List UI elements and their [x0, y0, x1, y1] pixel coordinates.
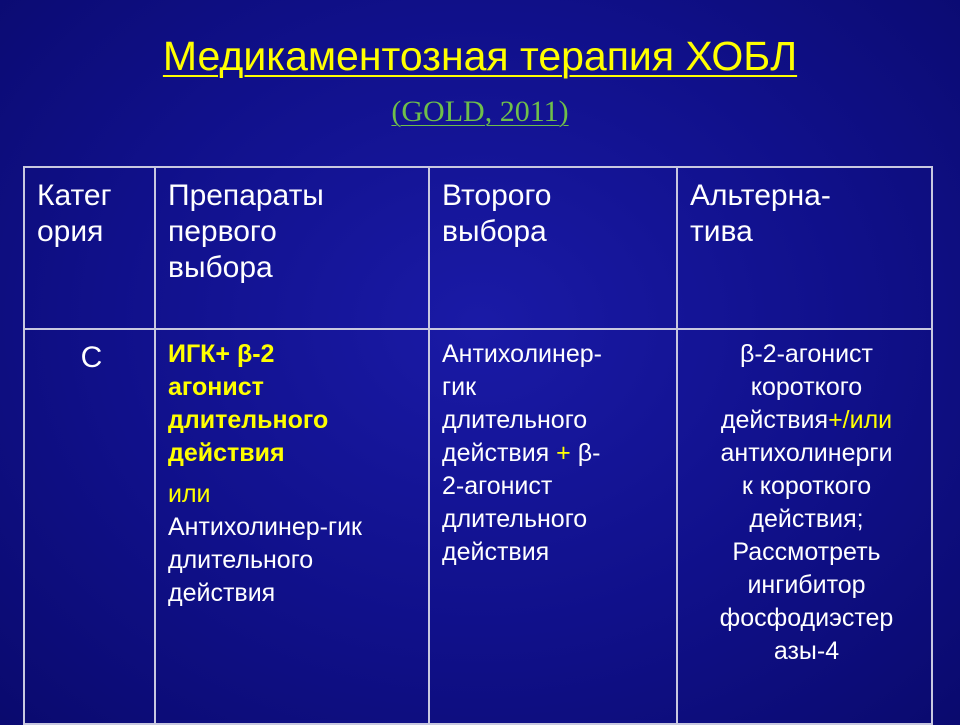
first-choice-line: длительного: [168, 546, 314, 574]
header-alternative: [677, 167, 932, 329]
second-choice-line: 2-агонист: [442, 472, 553, 500]
alternative-line: фосфодиэстер: [719, 604, 894, 632]
alternative-line: к короткого: [741, 472, 872, 500]
cell-alternative: [677, 329, 932, 724]
header-first-choice-line: выбора: [168, 251, 273, 284]
header-first-choice-line: первого: [168, 215, 277, 248]
header-alternative-line: Альтерна-: [690, 179, 831, 212]
alternative-line: короткого: [750, 373, 863, 401]
second-choice-line: длительного: [442, 505, 588, 533]
alternative-line: Рассмотреть: [732, 538, 881, 566]
slide-subtitle: (GOLD, 2011): [391, 95, 569, 128]
header-category-line: Катег: [37, 179, 112, 212]
second-choice-line: Антихолинер-: [442, 340, 602, 368]
second-choice-line: гик: [442, 373, 477, 401]
second-choice-text: действия: [442, 439, 557, 467]
cell-second-choice: [429, 329, 677, 724]
table-header-row: [24, 167, 932, 329]
second-choice-line: длительного: [442, 406, 588, 434]
first-choice-line: действия: [168, 579, 276, 607]
first-choice-or: или: [168, 480, 211, 508]
cell-category: [24, 329, 155, 724]
cell-first-choice: [155, 329, 429, 724]
alternative-line: антихолинерги: [720, 439, 893, 467]
first-choice-bold-line: длительного: [168, 406, 329, 434]
category-value: С: [80, 341, 103, 374]
slide-title: Медикаментозная терапия ХОБЛ: [162, 33, 798, 79]
first-choice-bold-line: действия: [168, 439, 285, 467]
therapy-table: [23, 166, 933, 725]
header-alternative-line: тива: [690, 215, 753, 248]
plus-sign: +: [556, 439, 571, 467]
first-choice-bold-line: ИГК+ β-2: [168, 340, 275, 368]
alternative-line: азы-4: [773, 637, 840, 665]
header-category: [24, 167, 155, 329]
header-category-line: ория: [37, 215, 104, 248]
and-or-sign: +/или: [828, 406, 893, 434]
alternative-line-mixed: [690, 404, 923, 437]
table-row: [24, 329, 932, 724]
second-choice-line: действия: [442, 538, 550, 566]
alternative-line: действия;: [749, 505, 864, 533]
header-second-choice: [429, 167, 677, 329]
header-second-choice-line: Второго: [442, 179, 552, 212]
alternative-text: действия: [720, 406, 829, 434]
first-choice-bold-line: агонист: [168, 373, 264, 401]
alternative-line: ингибитор: [747, 571, 866, 599]
second-choice-text: β-: [570, 439, 601, 467]
first-choice-line: Антихолинер-гик: [168, 513, 362, 541]
header-first-choice: [155, 167, 429, 329]
header-second-choice-line: выбора: [442, 215, 547, 248]
second-choice-line-mixed: [442, 437, 668, 470]
therapy-table-container: [23, 166, 931, 725]
alternative-line: β-2-агонист: [739, 340, 874, 368]
header-first-choice-line: Препараты: [168, 179, 324, 212]
